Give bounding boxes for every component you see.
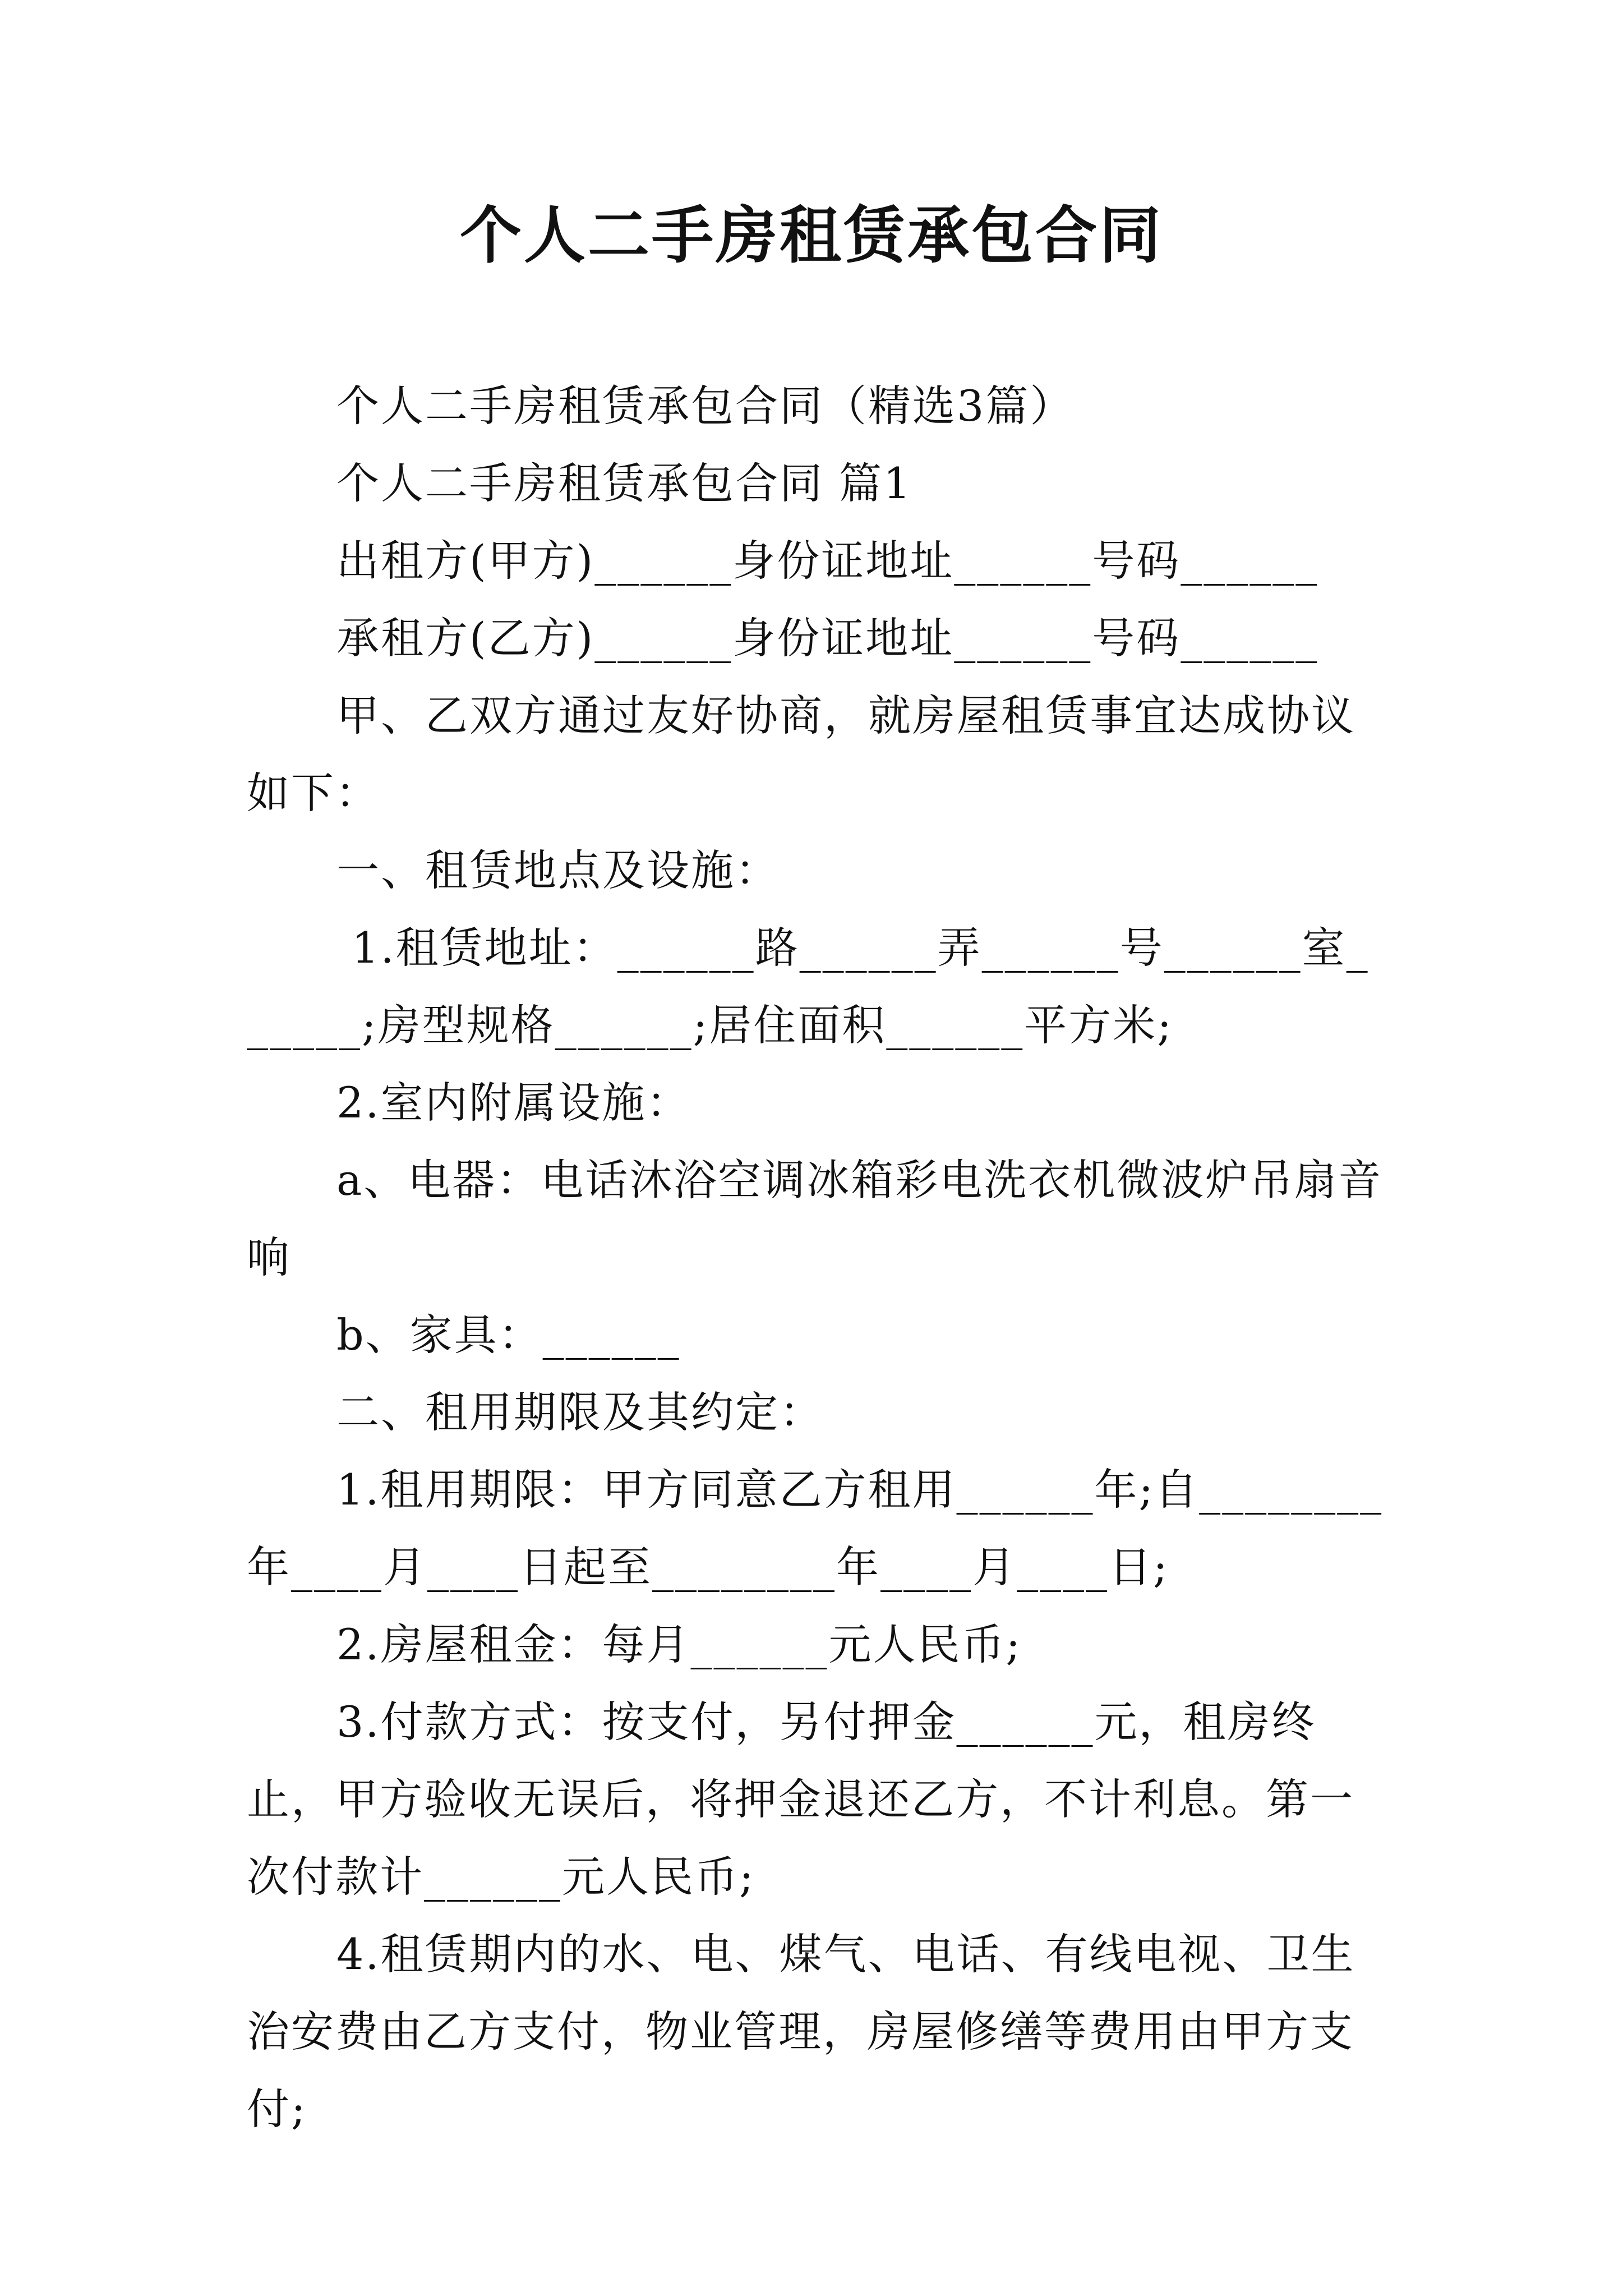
paragraph-payment: 3.付款方式：按支付，另付押金______元，租房终止，甲方验收无误后，将押金退还乙方，不计利息。第一次付款计______元人民币; [247, 1697, 1354, 1902]
paragraph-furniture: b、家具：______ [336, 1310, 681, 1360]
paragraph-fees: 4.租赁期内的水、电、煤气、电话、有线电视、卫生治安费由乙方支付，物业管理，房屋修缮等费用由甲方支付; [247, 1929, 1355, 2134]
document-body [247, 367, 1385, 2148]
paragraph-term: 1.租用期限：甲方同意乙方租用______年;自________年____月____日起至________年____月____日; [247, 1465, 1384, 1592]
paragraph-lessee: 承租方(乙方)______身份证地址______号码______ [336, 613, 1319, 663]
paragraph-appliances: a、电器：电话沐浴空调冰箱彩电洗衣机微波炉吊扇音响 [247, 1155, 1383, 1282]
paragraph-lessor: 出租方(甲方)______身份证地址______号码______ [336, 536, 1319, 586]
paragraph-section-heading: 个人二手房租赁承包合同 篇1 [336, 458, 912, 508]
paragraph-facilities: 2.室内附属设施： [336, 1078, 691, 1128]
paragraph-subtitle: 个人二手房租赁承包合同（精选3篇） [336, 381, 1075, 431]
paragraph-article-1: 一、租赁地点及设施： [336, 845, 780, 895]
paragraph-rental-address: 1.租赁地址：______路______弄______号______室______;房型规格______;居住面积______平方米; [247, 923, 1370, 1050]
paragraph-rent: 2.房屋租金：每月______元人民币; [336, 1619, 1022, 1669]
document-title: 个人二手房租赁承包合同 [460, 199, 1163, 272]
paragraph-intro: 甲、乙双方通过友好协商，就房屋租赁事宜达成协议如下： [247, 691, 1355, 818]
paragraph-article-2: 二、租用期限及其约定： [336, 1387, 824, 1437]
